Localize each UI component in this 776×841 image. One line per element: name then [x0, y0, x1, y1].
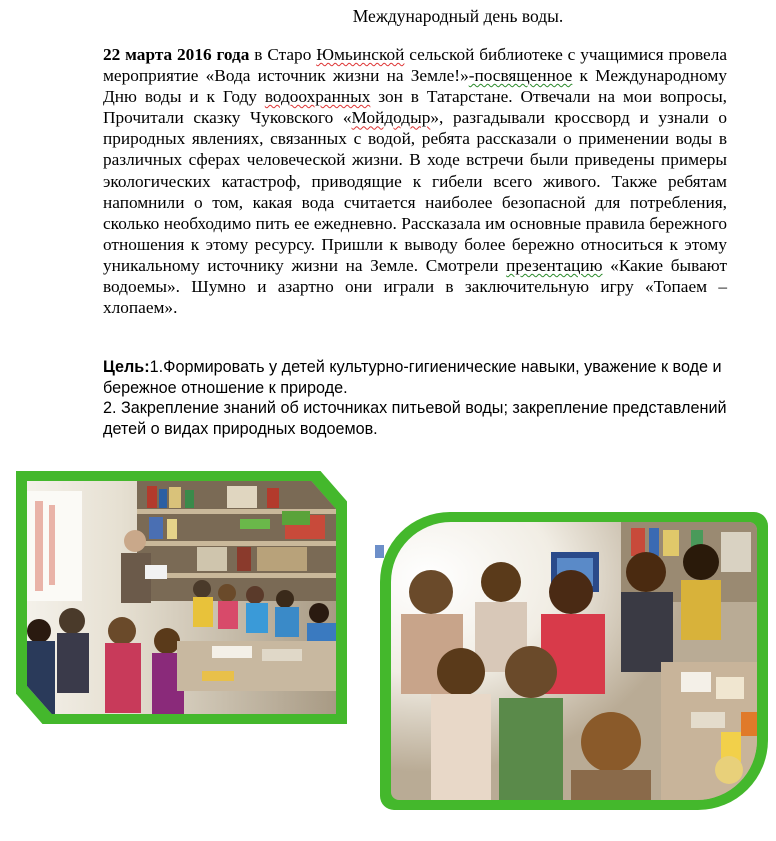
intro-text-4: зон в Татарстане. Отвечали на мои вопросы, Прочитали сказку Чуковского « [103, 87, 728, 128]
library-event-photo-right [380, 512, 768, 810]
grammar-error-posvyashchennoe: -посвященное [468, 66, 573, 86]
photo-left-image [27, 481, 336, 714]
intro-text-6: «Какие бывают водоемы». Шумно и азартно они играли в заключительную игру «Топаем – хлопаем». [103, 255, 727, 318]
grammar-error-prezentatsiyu: презентацию [506, 255, 603, 275]
event-date: 22 марта 2016 года [103, 45, 250, 64]
spell-error-moydodyr: Мойдодыр [351, 108, 431, 128]
page-title: Международный день воды. [352, 6, 564, 26]
photo-left-scene [27, 481, 336, 714]
intro-text-2: сельской библиотеке с учащимися провела мероприятие «Вода источник жизни на Земле!» [103, 45, 727, 86]
goals-section [103, 357, 727, 439]
goals-line-1 [103, 357, 727, 398]
photo-right-image [391, 522, 757, 800]
anchor-marker [375, 545, 384, 558]
goals-text-1: 1.Формировать у детей культурно-гигиенические навыки, уважение к воде и бережное отношение к природе. [103, 358, 722, 397]
spell-error-vodookhrannykh: водоохранных [264, 87, 371, 107]
goals-label: Цель: [103, 358, 150, 376]
goals-line-2: 2. Закрепление знаний об источниках питьевой воды; закрепление представлений детей о видах природных водоемов. [103, 399, 727, 438]
intro-text-5: », разгадывали кроссворд и узнали о природных явлениях, связанных с водой, ребята рассказали о применении воды в различных сферах человеческой жизни. В ходе встречи были приведены примеры экологических катастроф, приводящие к гибели всего живого. Также ребятам напомнили о том, какая вода считается наиболее безопасной для потребления, сколько необходимо пить ее ежедневно. Рассказала им основные правила бережного отношения к этому ресурсу. Пришли к выводу более бережно относиться к этому уникальному источнику жизни на Земле. Смотрели [103, 108, 728, 275]
library-event-photo-left [16, 471, 347, 724]
spell-error-yumyinskoy: Юмьинской [316, 45, 405, 64]
intro-paragraph [103, 44, 727, 318]
intro-text-3: к Международному Дню воды и к Году [103, 66, 727, 107]
photo-right-scene [391, 522, 757, 800]
intro-text-1: в Старо [249, 45, 317, 64]
